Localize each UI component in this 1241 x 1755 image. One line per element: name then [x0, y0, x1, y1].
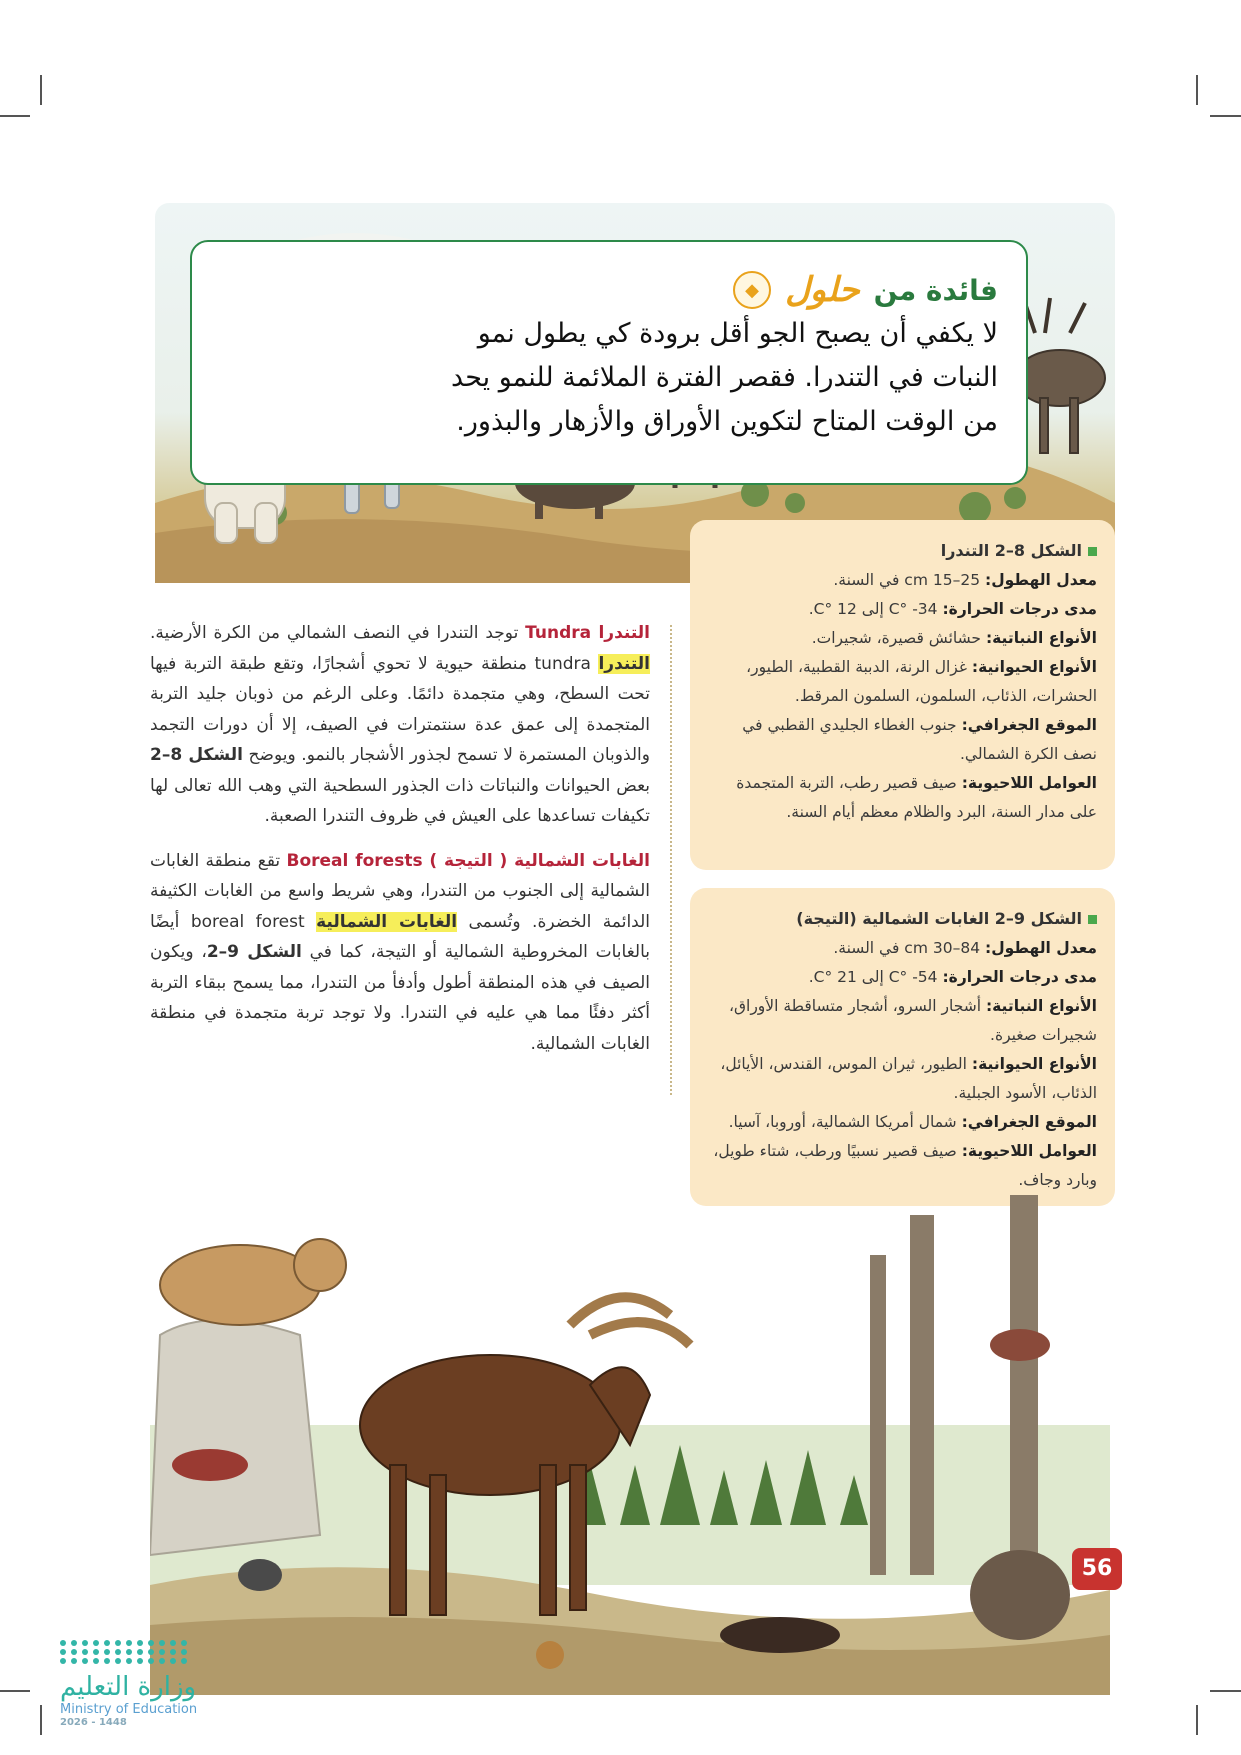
tip-callout [190, 240, 1028, 485]
figure-reference: الشكل 8–2 [150, 745, 243, 765]
callout-line: من الوقت المتاح لتكوين الأوراق والأزهار والبذور. [456, 406, 998, 437]
callout-line: لا يكفي أن يصبح الجو أقل برودة كي يطول نمو [477, 318, 998, 349]
crop-mark [1196, 75, 1198, 105]
tundra-paragraph: التندرا Tundra توجد التندرا في النصف الشمالي من الكرة الأرضية. التندرا tundra منطقة حيوية لا تحوي أشجارًا، وتقع طبقة التربة فيها تحت السطح، وهي متجمدة دائمًا. وعلى الرغم من ذوبان جليد التربة المتجمدة إلى عمق عدة سنتمترات في الصيف، إلا أن دورات التجمد والذوبان المستمرة لا تسمح لجذور الأشجار بالنمو. ويوضح الشكل 8–2 بعض الحيوانات والنباتات ذات الجذور السطحية التي وهب الله تعالى لها تكيفات تساعدها على العيش في ظروف التندرا الصعبة. [150, 623, 650, 826]
page-number: 56 [1072, 1548, 1122, 1590]
highlighted-term: التندرا [598, 653, 650, 674]
info-line: العوامل اللاحيوية: صيف قصير نسبيًا ورطب، شتاء طويل، وبارد وجاف. [713, 1142, 1097, 1189]
info-line: الأنواع النباتية: أشجار السرو، أشجار متساقطة الأوراق، شجيرات صغيرة. [728, 997, 1097, 1044]
info-line: مدى درجات الحرارة: 54- °C إلى 21 °C. [808, 968, 1097, 986]
term-heading: التندرا Tundra [525, 623, 650, 643]
info-line: الأنواع الحيوانية: غزال الرنة، الدببة القطبية، الطيور، الحشرات، الذئاب، السلمون، السلمون المرقط. [746, 658, 1097, 705]
info-line: العوامل اللاحيوية: صيف قصير رطب، التربة المتجمدة على مدار السنة، البرد والظلام معظم أيام السنة. [736, 774, 1097, 821]
brand-logo: حلول [785, 270, 860, 310]
term-heading: الغابات الشمالية ( التيجة ) Boreal forests [286, 850, 650, 871]
info-line: الأنواع النباتية: حشائش قصيرة، شجيرات. [811, 629, 1097, 647]
logo-english: Ministry of Education [60, 1702, 198, 1717]
figure-caption: الشكل 8–2 التندرا [708, 536, 1097, 566]
callout-title: فائدة من [873, 273, 998, 307]
boreal-paragraph: الغابات الشمالية ( التيجة ) Boreal forests تقع منطقة الغابات الشمالية إلى الجنوب من التندرا، وهي شريط واسع من الغابات الكثيفة الدائمة الخضرة. وتُسمى الغابات الشمالية boreal forest أيضًا بالغابات المخروطية الشمالية أو التيجة، كما في الشكل 9–2، ويكون الصيف في هذه المنطقة أطول وأدفأ من التندرا، مما يسمح ببقاء التربة أكثر دفئًا مما هي عليه في التندرا. ولا توجد تربة متجمدة في منطقة الغابات الشمالية. [150, 850, 651, 1054]
info-line: الموقع الجغرافي: شمال أمريكا الشمالية، أوروبا، آسيا. [728, 1113, 1097, 1131]
crop-mark [0, 1690, 30, 1692]
column-divider [670, 625, 672, 1095]
info-line: معدل الهطول: 84–30 cm في السنة. [833, 939, 1097, 957]
crop-mark [1210, 1690, 1241, 1692]
callout-line: النبات في التندرا. فقصر الفترة الملائمة للنمو يحد [451, 362, 998, 393]
logo-year: 2026 - 1448 [60, 1717, 127, 1728]
crop-mark [40, 75, 42, 105]
crop-mark [1196, 1705, 1198, 1735]
bullet-square-icon [1088, 915, 1097, 924]
tundra-info-box [690, 520, 1115, 870]
info-line: مدى درجات الحرارة: 34- °C إلى 12 °C. [808, 600, 1097, 618]
ministry-logo [60, 1640, 210, 1728]
main-text-column [150, 618, 650, 1073]
figure-caption: الشكل 9–2 الغابات الشمالية (التيجة) [708, 904, 1097, 934]
crop-mark [0, 115, 30, 117]
figure-reference: الشكل 9–2 [206, 942, 302, 962]
crop-mark [1210, 115, 1241, 117]
brand-badge-icon: ◆ [733, 271, 771, 309]
info-line: معدل الهطول: 25–15 cm في السنة. [833, 571, 1097, 589]
info-line: الأنواع الحيوانية: الطيور، ثيران الموس، القندس، الأيائل، الذئاب، الأسود الجبلية. [720, 1055, 1097, 1102]
bullet-square-icon [1088, 547, 1097, 556]
callout-header [220, 268, 998, 312]
callout-body [220, 312, 998, 444]
highlighted-term: الغابات الشمالية [316, 911, 458, 932]
logo-dots-icon [60, 1640, 210, 1664]
boreal-forest-illustration [150, 1195, 1110, 1695]
info-line: الموقع الجغرافي: جنوب الغطاء الجليدي القطبي في نصف الكرة الشمالي. [742, 716, 1097, 763]
logo-arabic: وزارة التعليم [60, 1672, 197, 1702]
crop-mark [40, 1705, 42, 1735]
boreal-info-box [690, 888, 1115, 1206]
